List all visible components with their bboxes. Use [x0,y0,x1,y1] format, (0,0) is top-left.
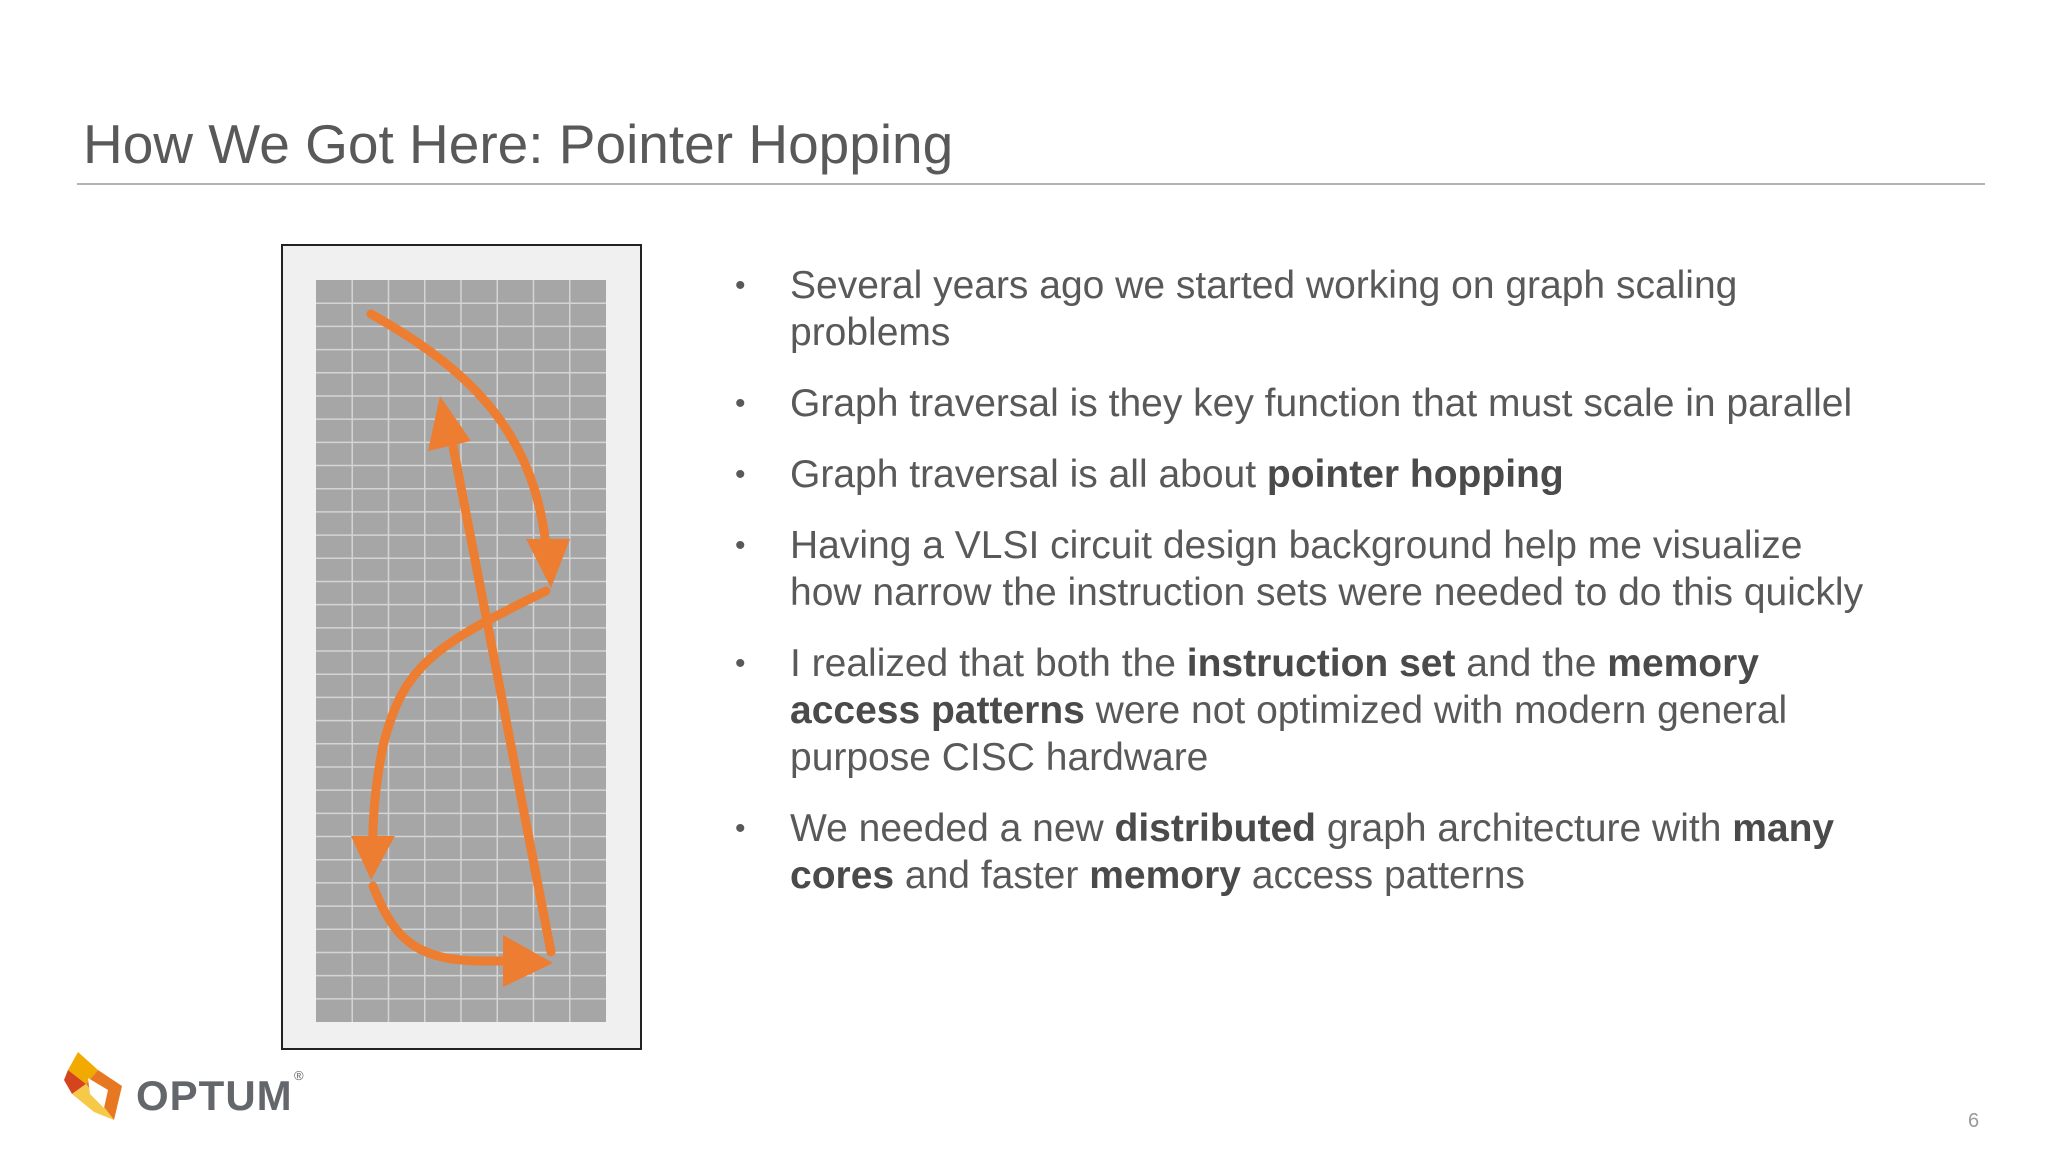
bullet-dot-icon: • [735,647,746,680]
bullet-dot-icon: • [735,269,746,302]
pointer-hopping-figure [281,244,642,1050]
bullet-item [735,262,1865,356]
bullet-item [735,522,1865,616]
bullet-emphasis: instruction set [1186,642,1456,685]
bullet-text: Several years ago we started working on graph scaling problems [790,264,1738,354]
bullet-text: and faster [894,854,1090,897]
optum-logo-icon [64,1050,134,1122]
bullet-dot-icon: • [735,458,746,491]
optum-logo [64,1050,324,1130]
bullet-text: I realized that both the [790,642,1187,685]
bullet-text: We needed a new [790,807,1115,850]
bullet-emphasis: memory [1089,854,1241,897]
bullet-text: Graph traversal is they key function that must scale in parallel [790,382,1853,425]
title-divider [77,183,1985,185]
bullet-dot-icon: • [735,529,746,562]
bullet-list [735,262,1865,923]
bullet-item [735,805,1865,899]
slide-title: How We Got Here: Pointer Hopping [83,113,954,175]
bullet-item [735,451,1865,498]
bullet-emphasis: memory access patterns [790,642,1759,732]
memory-grid [316,280,606,1022]
bullet-emphasis: distributed [1114,807,1317,850]
bullet-text: were not optimized with modern general purpose CISC hardware [790,689,1788,779]
bullet-text: Having a VLSI circuit design background help me visualize how narrow the instruction sets were needed to do this quickly [790,524,1864,614]
bullet-emphasis: pointer hopping [1266,453,1564,496]
bullet-text: graph architecture with [1316,807,1733,850]
bullet-item [735,380,1865,427]
bullet-emphasis: many cores [790,807,1835,897]
grid-with-arrows-diagram [283,246,644,1052]
registered-mark: ® [294,1068,304,1083]
page-number: 6 [1968,1110,1980,1132]
bullet-dot-icon: • [735,387,746,420]
bullet-text: and the [1455,642,1608,685]
logo-wordmark: OPTUM [136,1072,293,1119]
bullet-item [735,640,1865,781]
bullet-dot-icon: • [735,812,746,845]
bullet-text: access patterns [1240,854,1525,897]
bullet-text: Graph traversal is all about [790,453,1267,496]
